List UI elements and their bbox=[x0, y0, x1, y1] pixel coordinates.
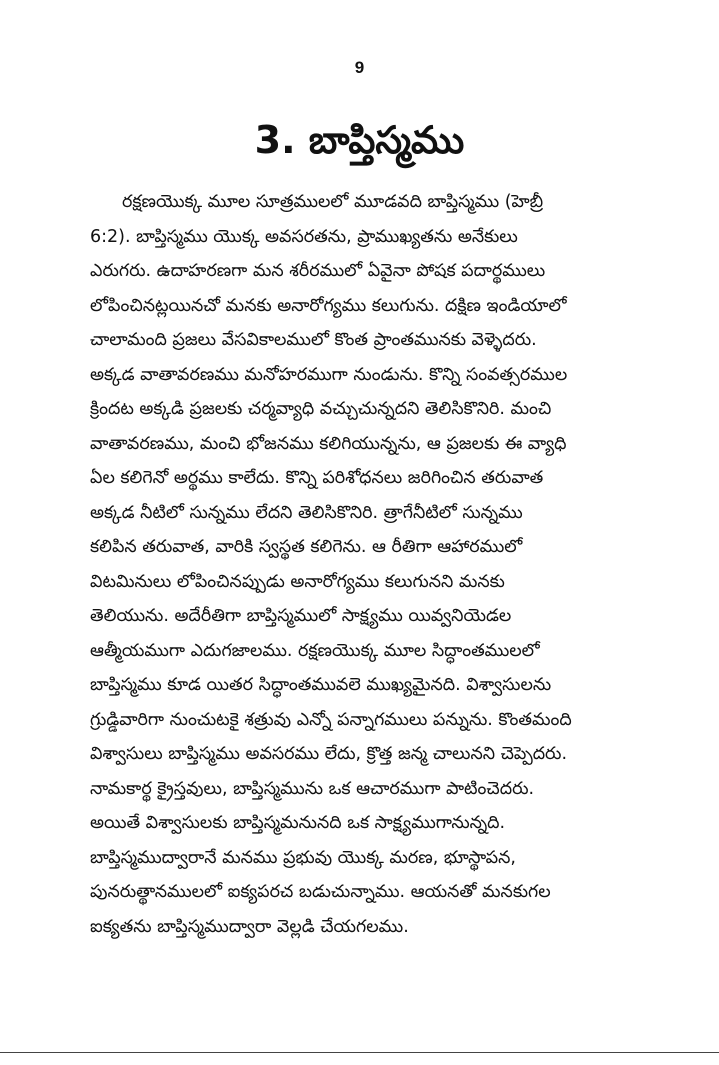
paragraph-line: రక్షణయొక్క మూల సూత్రములలో మూడవది బాప్తిస్మము (హెబ్రీ bbox=[122, 192, 544, 212]
paragraph-line: తెలియును. అదేరీతిగా బాప్తిస్మములో సాక్ష్యము యివ్వనియెడల bbox=[90, 606, 512, 626]
paragraph-line: విశ్వాసులు బాప్తిస్మము అవసరము లేదు, క్రొత్త జన్మ చాలునని చెప్పెదరు. bbox=[90, 744, 568, 764]
paragraph-line: అక్కడ నీటిలో సున్నము లేదని తెలిసికొనిరి. త్రాగేనీటిలో సున్నము bbox=[90, 502, 523, 523]
paragraph-line: కలిపిన తరువాత, వారికి స్వస్థత కలిగెను. ఆ రీతిగా ఆహారములో bbox=[90, 537, 523, 557]
chapter-title: 3. బాప్తిస్మము bbox=[254, 118, 465, 162]
paragraph-line: క్రిందట అక్కడి ప్రజలకు చర్మవ్యాధి వచ్చుచున్నదని తెలిసికొనిరి. మంచి bbox=[90, 399, 552, 419]
paragraph-line: ఏల కలిగెనో అర్థము కాలేదు. కొన్ని పరిశోధనలు జరిగించిన తరువాత bbox=[90, 468, 544, 488]
paragraph-line: విటమినులు లోపించినప్పుడు అనారోగ్యము కలుగునని మనకు bbox=[90, 571, 505, 592]
paragraph-line: లోపించినట్లయినచో మనకు అనారోగ్యము కలుగును. దక్షిణ ఇండియాలో bbox=[90, 295, 567, 316]
paragraph-line: చాలామంది ప్రజలు వేసవికాలములో కొంత ప్రాంతమునకు వెళ్ళెదరు. bbox=[90, 330, 537, 350]
paragraph-line: 6:2). బాప్తిస్మము యొక్క అవసరతను, ప్రాముఖ్యతను అనేకులు bbox=[90, 226, 518, 247]
paragraph-line: అక్కడ వాతావరణము మనోహరముగా నుండును. కొన్ని సంవత్సరముల bbox=[90, 364, 568, 385]
body-paragraph bbox=[90, 185, 640, 944]
paragraph-line: అయితే విశ్వాసులకు బాప్తిస్మమనునది ఒక సాక్ష్యముగానున్నది. bbox=[90, 813, 506, 833]
paragraph-line: బాప్తిస్మముద్వారానే మనము ప్రభువు యొక్క మరణ, భూస్థాపన, bbox=[90, 847, 516, 868]
paragraph-line: పునరుత్థానములలో ఐక్యపరచ బడుచున్నాము. ఆయనతో మనకుగల bbox=[90, 882, 551, 902]
paragraph-line: వాతావరణము, మంచి భోజనము కలిగియున్నను, ఆ ప్రజలకు ఈ వ్యాధి bbox=[90, 433, 567, 454]
page-bottom-rule bbox=[0, 1052, 719, 1053]
page-number: 9 bbox=[354, 58, 365, 77]
paragraph-line: నామకార్థ క్రైస్తవులు, బాప్తిస్మమును ఒక ఆచారముగా పాటించెదరు. bbox=[90, 778, 535, 799]
paragraph-line: ఆత్మీయముగా ఎదుగజాలము. రక్షణయొక్క మూల సిద్ధాంతములలో bbox=[90, 640, 540, 661]
paragraph-line: గ్రుడ్డివారిగా నుంచుటకై శత్రువు ఎన్నో పన్నాగములు పన్నును. కొంతమంది bbox=[90, 709, 572, 730]
paragraph-line: ఐక్యతను బాప్తిస్మముద్వారా వెల్లడి చేయగలము. bbox=[90, 916, 409, 937]
paragraph-line: ఎరుగరు. ఉదాహరణగా మన శరీరములో ఏవైనా పోషక పదార్థములు bbox=[90, 261, 546, 281]
paragraph-line: బాప్తిస్మము కూడ యితర సిద్ధాంతమువలె ముఖ్యమైనది. విశ్వాసులను bbox=[90, 675, 552, 695]
